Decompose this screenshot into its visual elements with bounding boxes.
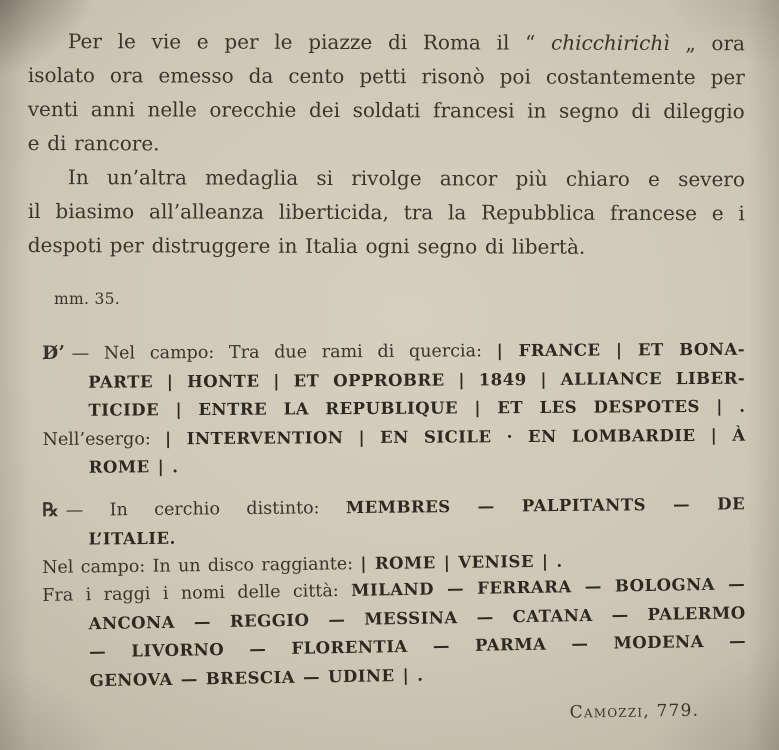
text-line (42, 393, 745, 426)
legend-text: MILAND — FERRARA — BOLOGNA — (350, 574, 746, 600)
description-text: — Nel campo: Tra due rami di quercia: (71, 341, 497, 364)
description-text: — In cerchio distinto: (65, 497, 347, 521)
obverse-marker: D̸ʼ (42, 342, 65, 364)
legend-text: TICIDE | ENTRE LA REPUBLIQUE | ET LES DESPOTES | . (88, 396, 746, 420)
italic-term: chicchirichì (551, 30, 670, 56)
legend-text: L’ITALIE. (88, 527, 176, 548)
legend-text: ROME | . (88, 457, 179, 477)
description-text: Nel campo: In un disco raggiante: (42, 553, 361, 578)
paragraph-text: Per le vie e per le piazze di Roma il “ (67, 29, 552, 55)
text-line: e di rancore. (27, 130, 160, 156)
legend-text: PARTE | HONTE | ET OPPROBRE | 1849 | ALLIANCE LIBER- (88, 368, 746, 392)
text-line (42, 490, 745, 525)
text-line (28, 24, 745, 60)
text-line: despoti per distruggere in Italia ogni segno di libertà. (27, 232, 586, 259)
description-text: Nell’esergo: (42, 428, 166, 450)
catalog-reference: Camozzi, 779. (569, 700, 700, 723)
text-line (42, 336, 745, 369)
text-line: isolato ora emesso da cento petti risonò poi costantemente per (27, 62, 745, 90)
text-line: In un’altra medaglia si rivolge ancor più chiaro e severo (67, 165, 745, 192)
paragraph-2 (28, 160, 745, 264)
legend-text: | ROME | VENISE | . (360, 551, 563, 573)
legend-text: | FRANCE | ET BONA- (496, 339, 746, 361)
reverse-entry (42, 490, 746, 554)
text-line (43, 450, 746, 483)
size-note: mm. 35. (54, 290, 120, 308)
footer (28, 700, 745, 731)
reverse-rays-lines (42, 570, 747, 696)
reverse-marker: ℞ (42, 499, 59, 521)
text-line (42, 364, 745, 397)
legend-text: MEMBRES — PALPITANTS — DE (345, 493, 746, 517)
text-line (43, 421, 746, 454)
paragraph-text: „ ora (669, 31, 745, 56)
text-line: il biasimo all’alleanza liberticida, tra la Repubblica francese e i (27, 198, 745, 226)
legend-text: GENOVA — BRESCIA — UDINE | . (89, 665, 424, 690)
legend-text: ANCONA — REGGIO — MESSINA — CATANA — PALERMO (88, 602, 746, 633)
text-line: venti anni nelle orecchie dei soldati francesi in segno di dileggio (27, 96, 745, 124)
obverse-entry (42, 336, 746, 483)
legend-text: — LIVORNO — FLORENTIA — PARMA — MODENA — (89, 631, 747, 662)
paragraph-1 (28, 24, 745, 162)
description-text: Fra i raggi i nomi delle città: (42, 580, 352, 606)
legend-text: | INTERVENTION | EN SICILE · EN LOMBARDIE | À (165, 425, 746, 448)
